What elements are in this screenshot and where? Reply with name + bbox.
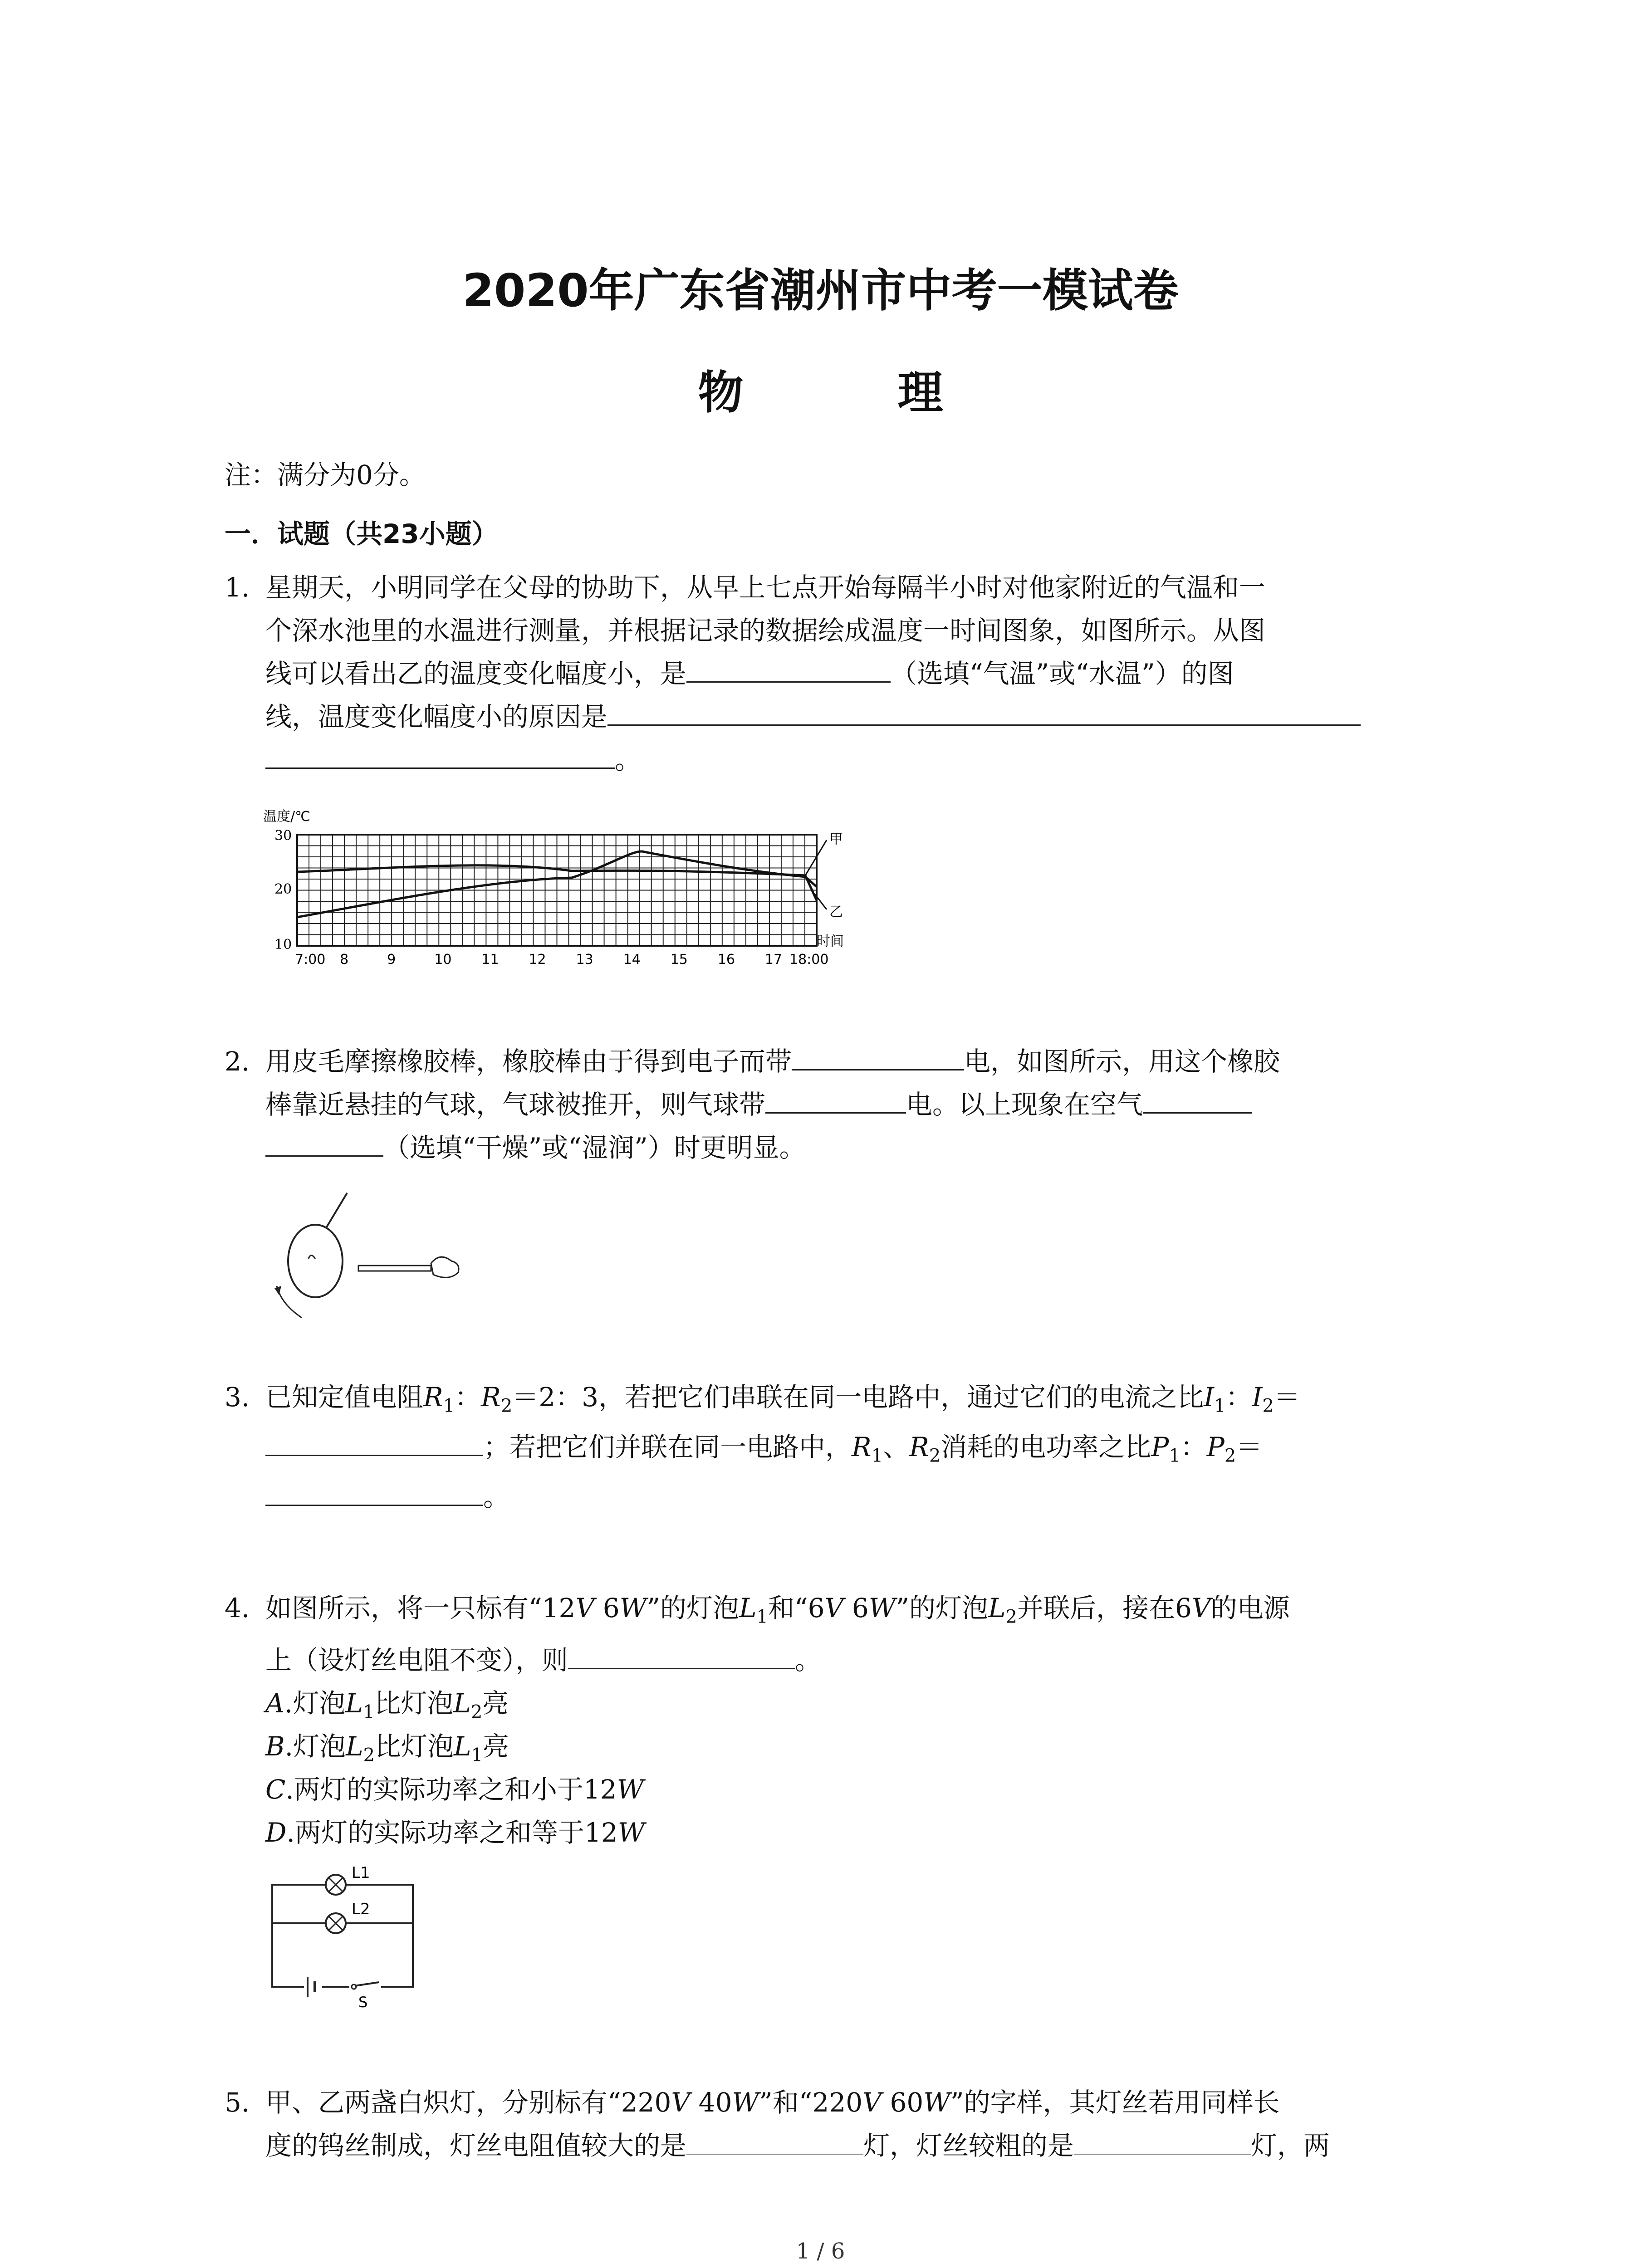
q3-number: 3.: [225, 1382, 250, 1413]
q3-colon-2: ：: [1225, 1382, 1252, 1413]
q5-text-1d: 60: [882, 2087, 924, 2118]
unit-V: V: [575, 1593, 595, 1623]
parallel-circuit-figure: [268, 1860, 422, 2009]
rubber-rod: [358, 1266, 431, 1271]
series-jia-label: 甲: [829, 831, 843, 847]
sub-1c: 1: [871, 1445, 883, 1466]
xtick-label: 13: [576, 952, 593, 968]
opt-a-text-2: 比灯泡: [374, 1688, 454, 1719]
q1-text-3a: 线可以看出乙的温度变化幅度小，是: [265, 658, 687, 689]
q3-line-3: [265, 1474, 509, 1520]
q4-text-2: 上（设灯丝电阻不变），则: [265, 1645, 568, 1676]
hanging-thread: [327, 1193, 347, 1227]
q5-line-2: [265, 2123, 1330, 2168]
opt-c-text: .两灯的实际功率之和小于12: [285, 1774, 617, 1805]
balloon-rod-figure: [268, 1191, 485, 1327]
q2-text-2b: 电。以上现象在空气: [906, 1089, 1143, 1120]
q4-number: 4.: [225, 1593, 250, 1623]
opt-a-L1: L: [345, 1688, 363, 1719]
q3-text-3: 。: [483, 1481, 510, 1512]
q5-text-1e: ”的字样，其灯丝若用同样长: [950, 2087, 1280, 2118]
temperature-time-chart: [254, 803, 871, 984]
opt-b-sub1: 1: [471, 1745, 483, 1766]
q1-blank-1[interactable]: [686, 654, 891, 683]
q5-line-1: [265, 2080, 1280, 2125]
q1-line-5: [265, 737, 641, 782]
q5-blank-2[interactable]: [1074, 2126, 1251, 2155]
q1-number: 1.: [225, 572, 250, 603]
q2-text-1b: 电，如图所示，用这个橡胶: [964, 1046, 1280, 1077]
q2-line-2: [265, 1082, 1252, 1127]
q3-text-2a: ；若把它们并联在同一电路中，: [483, 1432, 852, 1462]
label-L1: L1: [352, 1864, 370, 1882]
xtick-label: 14: [623, 952, 641, 968]
q5-unit-V2: V: [862, 2087, 882, 2118]
chart-xticks: [295, 952, 828, 968]
score-note: 注：满分为0分。: [225, 459, 426, 490]
q3-comma: 、: [883, 1432, 910, 1462]
opt-a-text-3: 亮: [482, 1688, 509, 1719]
opt-a-text-1: .灯泡: [284, 1688, 346, 1719]
circuit-frame: [272, 1885, 413, 1987]
q4-num-6: 6: [594, 1593, 620, 1623]
opt-a-sub2: 2: [470, 1701, 483, 1723]
xtick-label: 8: [340, 952, 349, 968]
q3-colon: ：: [455, 1382, 481, 1413]
opt-b-L2: L: [346, 1731, 363, 1762]
var-L2: L: [988, 1593, 1006, 1623]
q3-line-1: [265, 1374, 1300, 1429]
chart-xlabel: 时间: [817, 934, 844, 949]
q4-text-2end: 。: [795, 1645, 822, 1676]
ytick-10: 10: [274, 937, 292, 953]
q2-blank-3b[interactable]: [265, 1128, 383, 1157]
q4-text-1a: 如图所示，将一只标有“12: [265, 1593, 576, 1623]
var-P2: P: [1206, 1432, 1225, 1462]
opt-b-text-2: 比灯泡: [375, 1731, 454, 1762]
xtick-label: 7:00: [295, 952, 326, 968]
q4-text-1e: 并联后，接在6: [1017, 1593, 1192, 1623]
q3-text-1c: ＝2：3，若把它们串联在同一电路中，通过它们的电流之比: [512, 1382, 1204, 1413]
xtick-label: 15: [670, 952, 688, 968]
sub-L2: 2: [1005, 1606, 1017, 1628]
q2-blank-1[interactable]: [792, 1042, 964, 1070]
q1-line-3: [265, 651, 1234, 696]
q4-blank[interactable]: [568, 1641, 795, 1669]
unit-W2: W: [868, 1593, 896, 1623]
q5-text-2b: 灯，灯丝较粗的是: [863, 2130, 1074, 2161]
q2-number: 2.: [225, 1046, 250, 1077]
q3-text-2b: 消耗的电功率之比: [941, 1432, 1151, 1462]
q4-option-c[interactable]: [265, 1767, 644, 1812]
q3-colon-3: ：: [1180, 1432, 1207, 1462]
ytick-20: 20: [274, 881, 292, 897]
q4-line-1: [265, 1585, 1290, 1640]
q5-text-1b: 40: [690, 2087, 732, 2118]
sub-2d: 2: [1224, 1445, 1236, 1466]
motion-arrowhead: [274, 1286, 281, 1295]
q1-line-2: 个深水池里的水温进行测量，并根据记录的数据绘成温度一时间图象，如图所示。从图: [265, 615, 1266, 646]
sub-1d: 1: [1169, 1445, 1181, 1466]
q5-unit-W1: W: [732, 2087, 759, 2118]
unit-V2: V: [824, 1593, 844, 1623]
q5-blank-1[interactable]: [686, 2126, 863, 2155]
q5-text-1c: ”和“220: [759, 2087, 863, 2118]
q3-equals-2: ＝: [1236, 1432, 1263, 1462]
q1-blank-2a[interactable]: [607, 697, 1361, 726]
var-R2: R: [481, 1382, 501, 1413]
var-P1: P: [1151, 1432, 1169, 1462]
var-R1b: R: [852, 1432, 872, 1462]
sub-2c: 2: [929, 1445, 941, 1466]
xtick-label: 18:00: [789, 952, 829, 968]
section-heading: 一．试题（共23小题）: [225, 518, 498, 549]
q3-blank-1[interactable]: [265, 1427, 483, 1456]
chart-ylabel: 温度/℃: [263, 809, 310, 825]
q3-text-1a: 已知定值电阻: [265, 1382, 424, 1413]
q5-text-2a: 度的钨丝制成，灯丝电阻值较大的是: [265, 2130, 687, 2161]
q2-line-3: [265, 1125, 806, 1170]
sub-L1: 1: [756, 1606, 768, 1628]
xtick-label: 12: [529, 952, 546, 968]
balloon-mark: [309, 1256, 315, 1259]
q4-option-d[interactable]: [265, 1810, 645, 1855]
hand: [431, 1257, 459, 1277]
opt-c-letter: C: [265, 1774, 286, 1805]
opt-d-text: .两灯的实际功率之和等于12: [286, 1817, 618, 1848]
exam-title: 2020年广东省潮州市中考一模试卷: [462, 264, 1179, 317]
xtick-label: 11: [481, 952, 499, 968]
xtick-label: 17: [764, 952, 783, 968]
q2-text-1a: 用皮毛摩擦橡胶棒，橡胶棒由于得到电子而带: [265, 1046, 792, 1077]
var-I2: I: [1252, 1382, 1263, 1413]
sub-1b: 1: [1214, 1395, 1226, 1417]
page-number: 1 / 6: [796, 2239, 845, 2264]
var-R1: R: [423, 1382, 443, 1413]
var-R2b: R: [909, 1432, 929, 1462]
opt-b-text-3: 亮: [483, 1731, 509, 1762]
series-yi-label: 乙: [829, 904, 843, 920]
sub-2: 2: [500, 1395, 513, 1417]
q2-line-1: [265, 1039, 1280, 1084]
q5-unit-V1: V: [671, 2087, 691, 2118]
q2-blank-2[interactable]: [765, 1085, 906, 1114]
q5-number: 5.: [225, 2087, 250, 2118]
opt-a-L2: L: [453, 1688, 471, 1719]
q4-line-2: [265, 1637, 821, 1683]
opt-a-sub1: 1: [362, 1701, 375, 1723]
opt-d-letter: D: [265, 1817, 287, 1848]
var-I1: I: [1204, 1382, 1215, 1413]
q1-text-3b: （选填“气温”或“水温”）的图: [891, 658, 1234, 689]
q2-text-2a: 棒靠近悬挂的气球，气球被推开，则气球带: [265, 1089, 766, 1120]
opt-b-sub2: 2: [363, 1745, 375, 1766]
motion-arrow: [277, 1286, 302, 1318]
q3-equals: ＝: [1274, 1382, 1300, 1413]
chart-grid: [297, 835, 817, 946]
xtick-label: 16: [717, 952, 735, 968]
ytick-30: 30: [274, 828, 292, 844]
xtick-label: 10: [434, 952, 452, 968]
q5-text-2c: 灯，两: [1251, 2130, 1330, 2161]
q2-blank-3a[interactable]: [1143, 1085, 1252, 1114]
q4-text-1b: ”的灯泡: [647, 1593, 739, 1623]
q1-line-1: 星期天，小明同学在父母的协助下，从早上七点开始每隔半小时对他家附近的气温和一: [265, 572, 1266, 603]
opt-d-unit: W: [617, 1817, 645, 1848]
opt-a-letter: A: [265, 1688, 284, 1719]
opt-b-L1: L: [454, 1731, 471, 1762]
q1-text-4: 线，温度变化幅度小的原因是: [265, 701, 608, 732]
q3-blank-2[interactable]: [265, 1477, 483, 1506]
q5-unit-W2: W: [923, 2087, 950, 2118]
unit-V3: V: [1191, 1593, 1211, 1623]
opt-b-letter: B: [265, 1731, 285, 1762]
q3-line-2: [265, 1424, 1262, 1479]
label-L2: L2: [352, 1900, 370, 1918]
sub-1: 1: [443, 1395, 455, 1417]
label-S: S: [358, 1994, 368, 2009]
q4-text-1d: ”的灯泡: [896, 1593, 989, 1623]
unit-W: W: [619, 1593, 647, 1623]
opt-c-unit: W: [617, 1774, 644, 1805]
q2-text-3: （选填“干燥”或“湿润”）时更明显。: [383, 1132, 806, 1163]
q4-text-1c: 和“6: [768, 1593, 825, 1623]
q4-text-1f: 的电源: [1210, 1593, 1290, 1623]
q1-text-5: 。: [615, 744, 642, 775]
subject-title: 物 理: [698, 366, 998, 419]
balloon: [288, 1225, 343, 1297]
opt-b-text-1: .灯泡: [284, 1731, 346, 1762]
q1-blank-2b[interactable]: [265, 740, 615, 769]
q5-text-1a: 甲、乙两盏白炽灯，分别标有“220: [265, 2087, 671, 2118]
q1-line-4: [265, 694, 1361, 739]
sub-2b: 2: [1262, 1395, 1274, 1417]
q4-num-6b: 6: [843, 1593, 869, 1623]
var-L1: L: [739, 1593, 757, 1623]
xtick-label: 9: [387, 952, 396, 968]
